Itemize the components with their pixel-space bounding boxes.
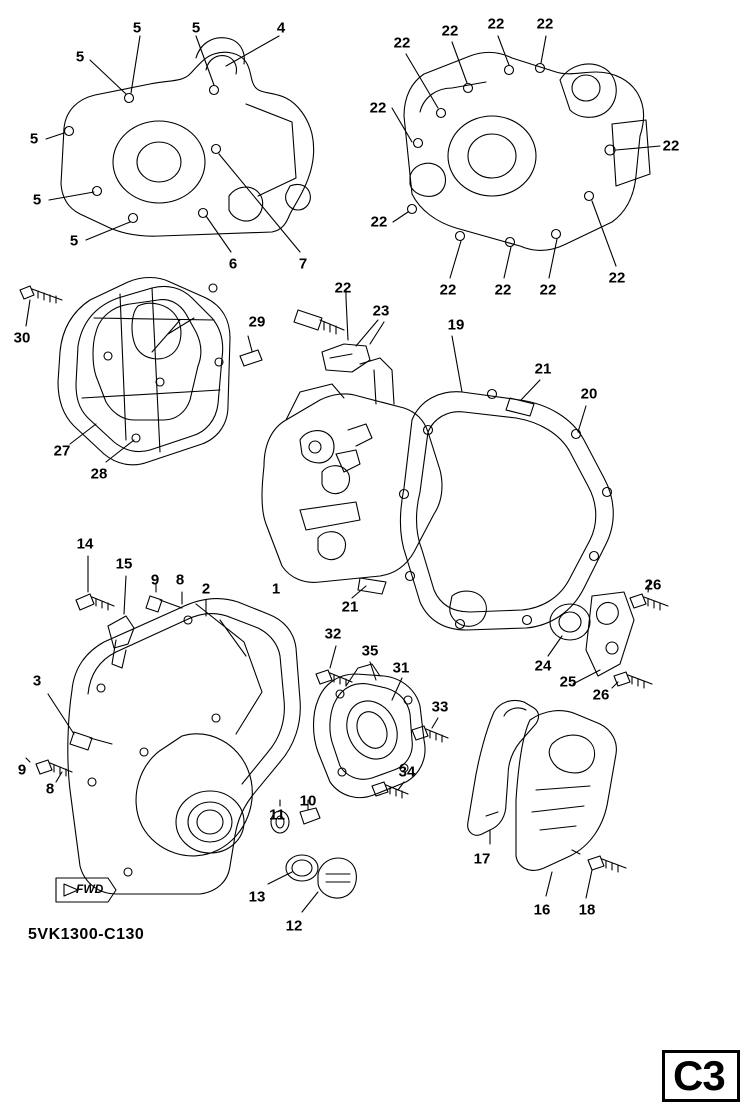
callout-number: 22: [370, 213, 388, 231]
callout-number: 11: [269, 806, 285, 824]
callout-number: 8: [175, 571, 185, 589]
callout-number: 16: [533, 901, 551, 919]
callout-number: 32: [324, 625, 342, 643]
callout-number: 34: [398, 763, 416, 781]
page-section-badge: [662, 1050, 740, 1102]
callout-number: 18: [578, 901, 596, 919]
callout-number: 5: [132, 19, 142, 37]
callout-number: 33: [431, 698, 449, 716]
callout-number: 24: [534, 657, 552, 675]
callout-number: 7: [298, 255, 308, 273]
callout-number: 22: [536, 15, 554, 33]
callout-number: 20: [580, 385, 598, 403]
callout-number: 26: [592, 686, 610, 704]
callout-number: 5: [69, 232, 79, 250]
callout-number: 25: [559, 673, 577, 691]
callout-number: 22: [334, 279, 352, 297]
callout-number: 13: [248, 888, 266, 906]
callout-number: 26: [644, 576, 662, 594]
part-group-water-pump: [268, 642, 448, 912]
callout-number: 22: [393, 34, 411, 52]
callout-number: 5: [75, 48, 85, 66]
callout-number: 2: [201, 580, 211, 598]
callout-number: 12: [285, 917, 303, 935]
part-number-code: 5VK1300-C130: [28, 926, 145, 943]
part-group-clutch-cover: [20, 278, 262, 465]
callout-number: 3: [32, 672, 42, 690]
callout-number: 31: [392, 659, 410, 677]
callout-number: 22: [369, 99, 387, 117]
callout-number: 28: [90, 465, 108, 483]
callout-number: 27: [53, 442, 71, 460]
fwd-direction-label: FWD: [76, 882, 104, 896]
callout-number: 14: [76, 535, 94, 553]
callout-number: 35: [361, 642, 379, 660]
callout-number: 22: [608, 269, 626, 287]
part-group-guard-covers: [468, 700, 626, 898]
callout-number: 9: [17, 761, 27, 779]
callout-number: 5: [29, 130, 39, 148]
callout-number: 29: [248, 313, 266, 331]
callout-number: 21: [341, 598, 359, 616]
part-group-top-left-cover: [46, 36, 314, 252]
callout-number: 10: [299, 792, 317, 810]
callout-number: 8: [45, 780, 55, 798]
callout-number: 22: [439, 281, 457, 299]
callout-number: 21: [534, 360, 552, 378]
callout-number: 19: [447, 316, 465, 334]
callout-number: 5: [191, 19, 201, 37]
callout-number: 6: [228, 255, 238, 273]
callout-number: 30: [13, 329, 31, 347]
callout-number: 4: [276, 19, 286, 37]
callout-number: 22: [662, 137, 680, 155]
callout-number: 22: [441, 22, 459, 40]
callout-number: 23: [372, 302, 390, 320]
callout-number: 15: [115, 555, 133, 573]
part-group-left-cover: [26, 556, 300, 902]
page-section-badge-label: C3: [673, 1052, 725, 1099]
callout-number: 22: [539, 281, 557, 299]
callout-number: 5: [32, 191, 42, 209]
callout-number: 1: [271, 580, 281, 598]
part-group-top-right-cover: [392, 36, 660, 278]
callout-number: 22: [494, 281, 512, 299]
callout-number: 17: [473, 850, 491, 868]
callout-number: 22: [487, 15, 505, 33]
part-group-crankcase-assembly: [262, 290, 668, 691]
callout-number: 9: [150, 571, 160, 589]
